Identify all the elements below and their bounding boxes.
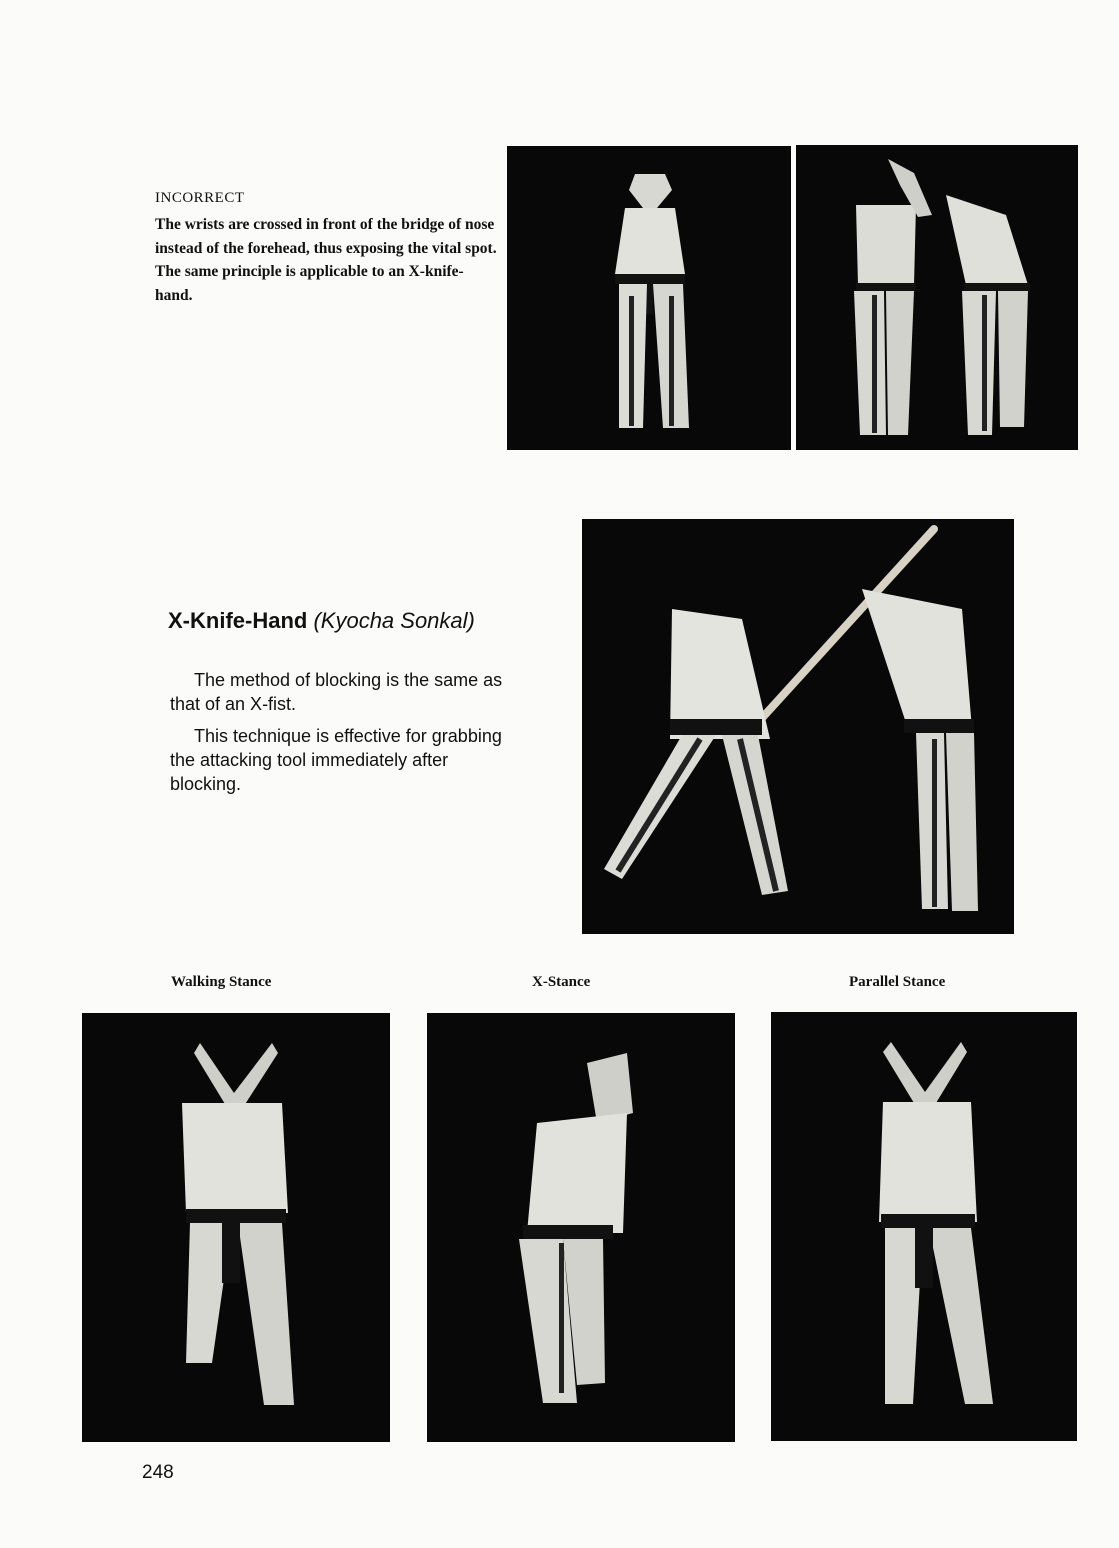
photo-x-stance <box>427 1013 735 1442</box>
photo-walking-stance <box>82 1013 390 1442</box>
caption-x-stance: X-Stance <box>532 974 591 990</box>
incorrect-heading: INCORRECT <box>155 190 245 206</box>
page-number: 248 <box>142 1462 174 1483</box>
section-title-main: X-Knife-Hand <box>168 608 308 633</box>
photo-incorrect-front <box>507 146 791 450</box>
paragraph-effectiveness: This technique is effective for grabbing the attacking tool immediately after blocking. <box>170 726 502 794</box>
photo-x-knife-hand-block <box>582 519 1014 934</box>
section-title-romanized: (Kyocha Sonkal) <box>313 608 475 633</box>
caption-parallel-stance: Parallel Stance <box>849 974 946 990</box>
caption-walking-stance: Walking Stance <box>171 974 272 990</box>
photo-parallel-stance <box>771 1012 1077 1441</box>
section-title <box>168 608 475 634</box>
photo-incorrect-side <box>796 145 1078 450</box>
paragraph-method: The method of blocking is the same as that of an X-fist. <box>170 670 503 714</box>
incorrect-description: The wrists are crossed in front of the bridge of nose instead of the forehead, thus exposing the vital spot. The same principle is applicable to an X-knife-hand. <box>155 216 497 304</box>
